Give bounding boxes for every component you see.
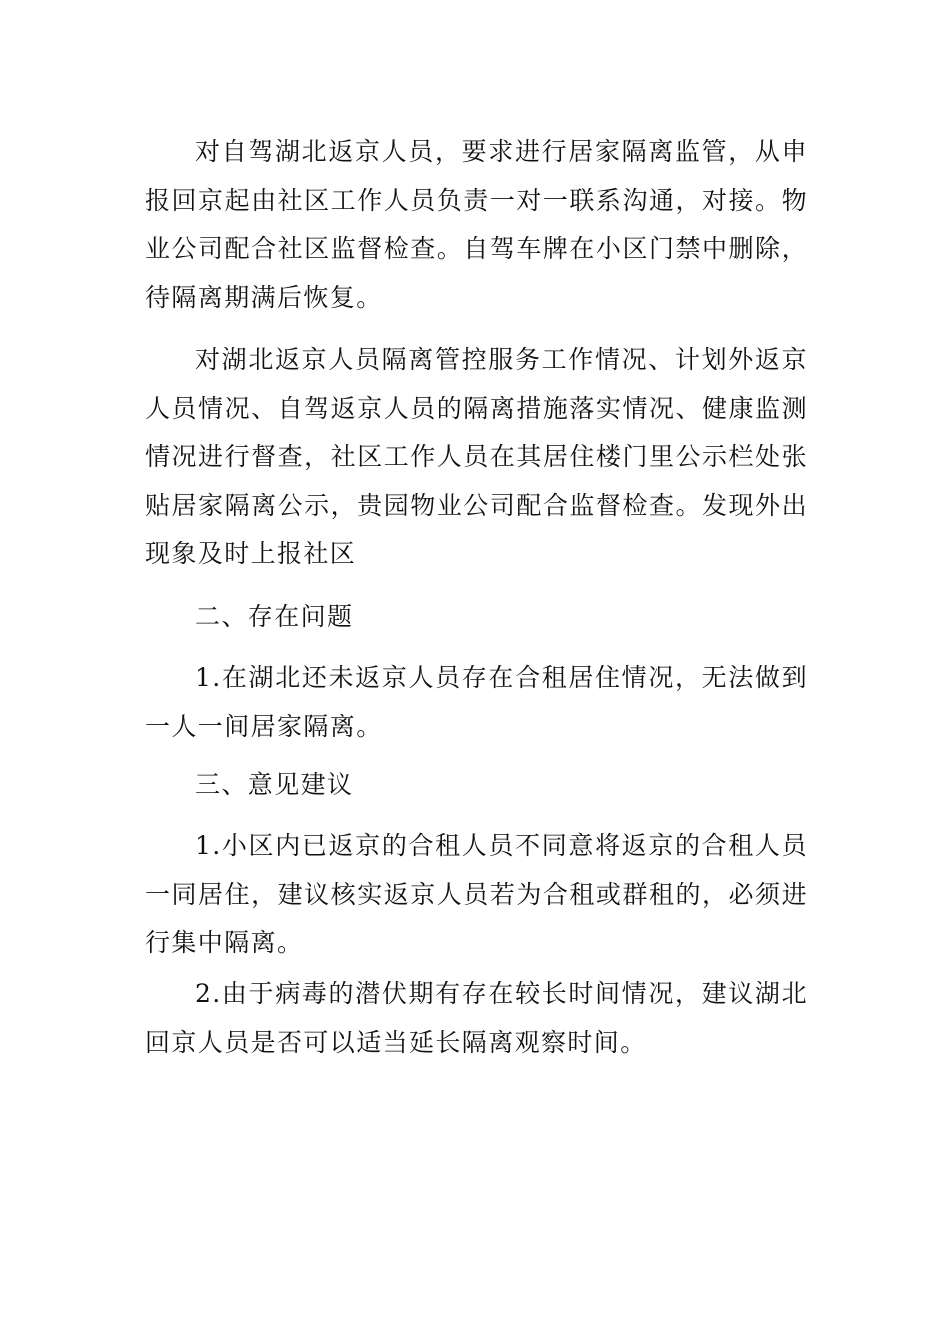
paragraph-self-drive-isolation: 对自驾湖北返京人员，要求进行居家隔离监管，从申报回京起由社区工作人员负责一对一联系沟通，对接。物业公司配合社区监督检查。自驾车牌在小区门禁中删除，待隔离期满后恢复。 — [145, 137, 808, 312]
section-heading-problems: 二、存在问题 — [195, 602, 354, 631]
paragraph-suggestion-2: 2.由于病毒的潜伏期有存在较长时间情况，建议湖北回京人员是否可以适当延长隔离观察时间。 — [145, 979, 808, 1057]
paragraph-problem-1: 1.在湖北还未返京人员存在合租居住情况，无法做到一人一间居家隔离。 — [145, 663, 808, 741]
section-heading-suggestions: 三、意见建议 — [195, 770, 354, 799]
paragraph-suggestion-1: 1.小区内已返京的合租人员不同意将返京的合租人员一同居住，建议核实返京人员若为合租或群租的，必须进行集中隔离。 — [145, 831, 808, 957]
paragraph-supervision: 对湖北返京人员隔离管控服务工作情况、计划外返京人员情况、自驾返京人员的隔离措施落实情况、健康监测情况进行督查，社区工作人员在其居住楼门里公示栏处张贴居家隔离公示，贵园物业公司配合监督检查。发现外出现象及时上报社区 — [145, 345, 808, 568]
